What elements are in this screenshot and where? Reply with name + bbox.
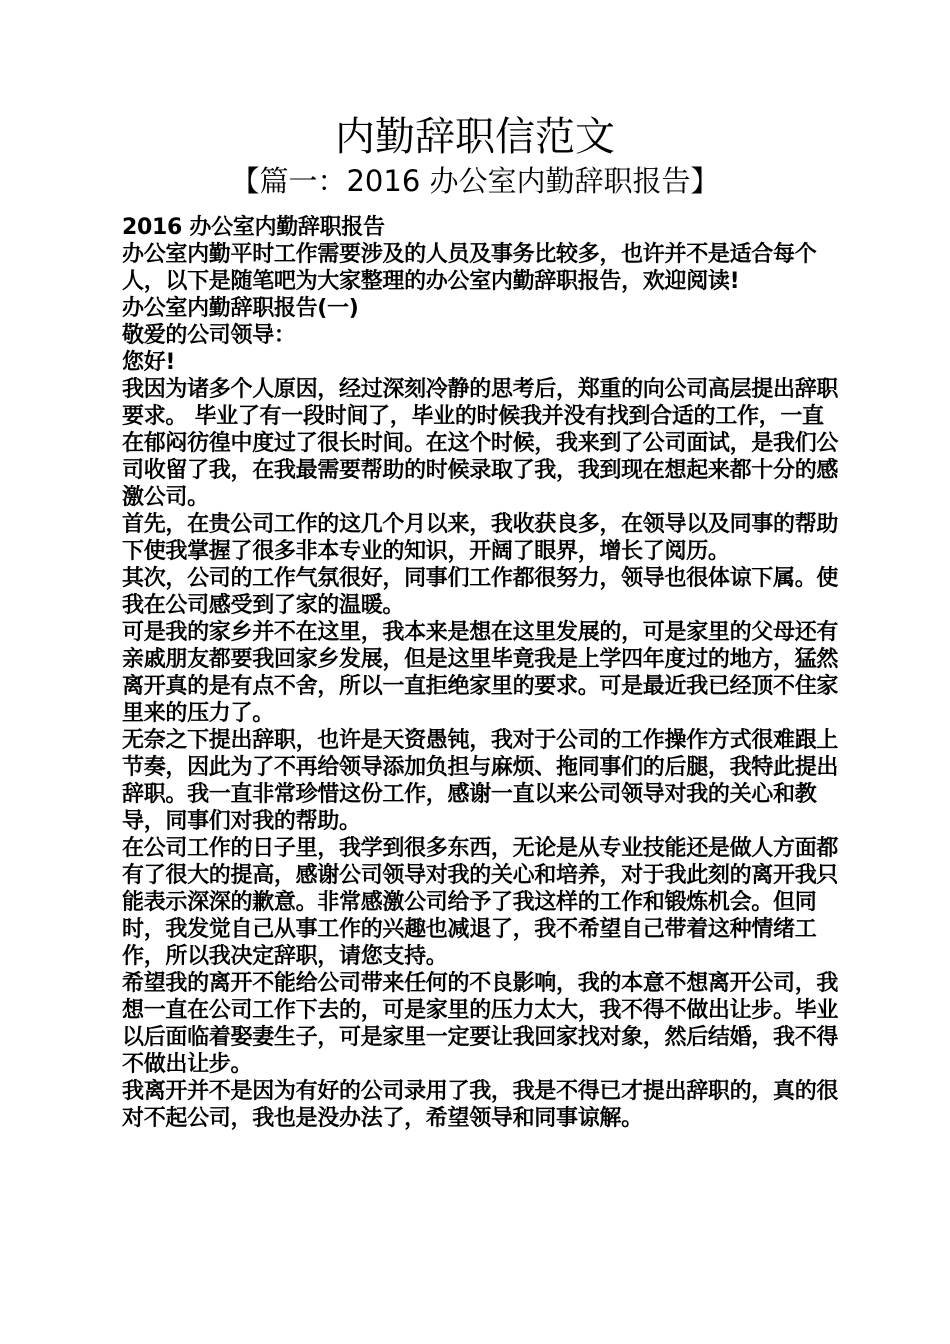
body-paragraph: 希望我的离开不能给公司带来任何的不良影响，我的本意不想离开公司，我想一直在公司工作下去的，可是家里的压力太大，我不得不做出让步。毕业以后面临着娶妻生子，可是家里一定要让我回家找对象，然后结婚，我不得不做出让步。 bbox=[122, 971, 839, 1077]
body-paragraph: 我因为诸多个人原因，经过深刻冷静的思考后，郑重的向公司高层提出辞职要求。 毕业了有一段时间了，毕业的时候我并没有找到合适的工作，一直在郁闷彷徨中度过了很长时间。在这个时候，我来到了公司面试，是我们公司收留了我，在我最需要帮助的时候录取了我，我到现在想起来都十分的感激公司。 bbox=[122, 377, 839, 510]
body-paragraph: 首先，在贵公司工作的这几个月以来，我收获良多，在领导以及同事的帮助下使我掌握了很多非本专业的知识，开阔了眼界，增长了阅历。 bbox=[122, 512, 839, 564]
body-paragraph: 我离开并不是因为有好的公司录用了我，我是不得已才提出辞职的，真的很对不起公司，我也是没办法了，希望领导和同事谅解。 bbox=[122, 1079, 839, 1131]
intro-paragraph: 办公室内勤平时工作需要涉及的人员及事务比较多，也许并不是适合每个人，以下是随笔吧为大家整理的办公室内勤辞职报告，欢迎阅读! bbox=[122, 242, 817, 294]
letter-heading: 办公室内勤辞职报告(一) bbox=[122, 296, 359, 321]
document-title: 内勤辞职信范文 bbox=[335, 114, 615, 160]
body-paragraph: 无奈之下提出辞职，也许是天资愚钝，我对于公司的工作操作方式很难跟上节奏，因此为了不再给领导添加负担与麻烦、拖同事们的后腿，我特此提出辞职。我一直非常珍惜这份工作，感谢一直以来公司领导对我的关心和教导，同事们对我的帮助。 bbox=[122, 728, 839, 834]
document-subtitle: 【篇一：2016 办公室内勤辞职报告】 bbox=[230, 164, 720, 198]
body-paragraph: 在公司工作的日子里，我学到很多东西，无论是从专业技能还是做人方面都有了很大的提高，感谢公司领导对我的关心和培养，对于我此刻的离开我只能表示深深的歉意。非常感激公司给予了我这样的工作和锻炼机会。但同时，我发觉自己从事工作的兴趣也减退了，我不希望自己带着这种情绪工作，所以我决定辞职，请您支持。 bbox=[122, 836, 839, 969]
body-paragraph: 其次，公司的工作气氛很好，同事们工作都很努力，领导也很体谅下属。使我在公司感受到了家的温暖。 bbox=[122, 566, 839, 618]
greeting: 您好! bbox=[122, 350, 176, 375]
body-paragraph: 可是我的家乡并不在这里，我本来是想在这里发展的，可是家里的父母还有亲戚朋友都要我回家乡发展，但是这里毕竟我是上学四年度过的地方，猛然离开真的是有点不舍，所以一直拒绝家里的要求。可是最近我已经顶不住家里来的压力了。 bbox=[122, 620, 839, 726]
report-heading: 2016 办公室内勤辞职报告 bbox=[122, 215, 385, 240]
salutation: 敬爱的公司领导： bbox=[122, 323, 296, 348]
document-body bbox=[116, 214, 844, 1132]
